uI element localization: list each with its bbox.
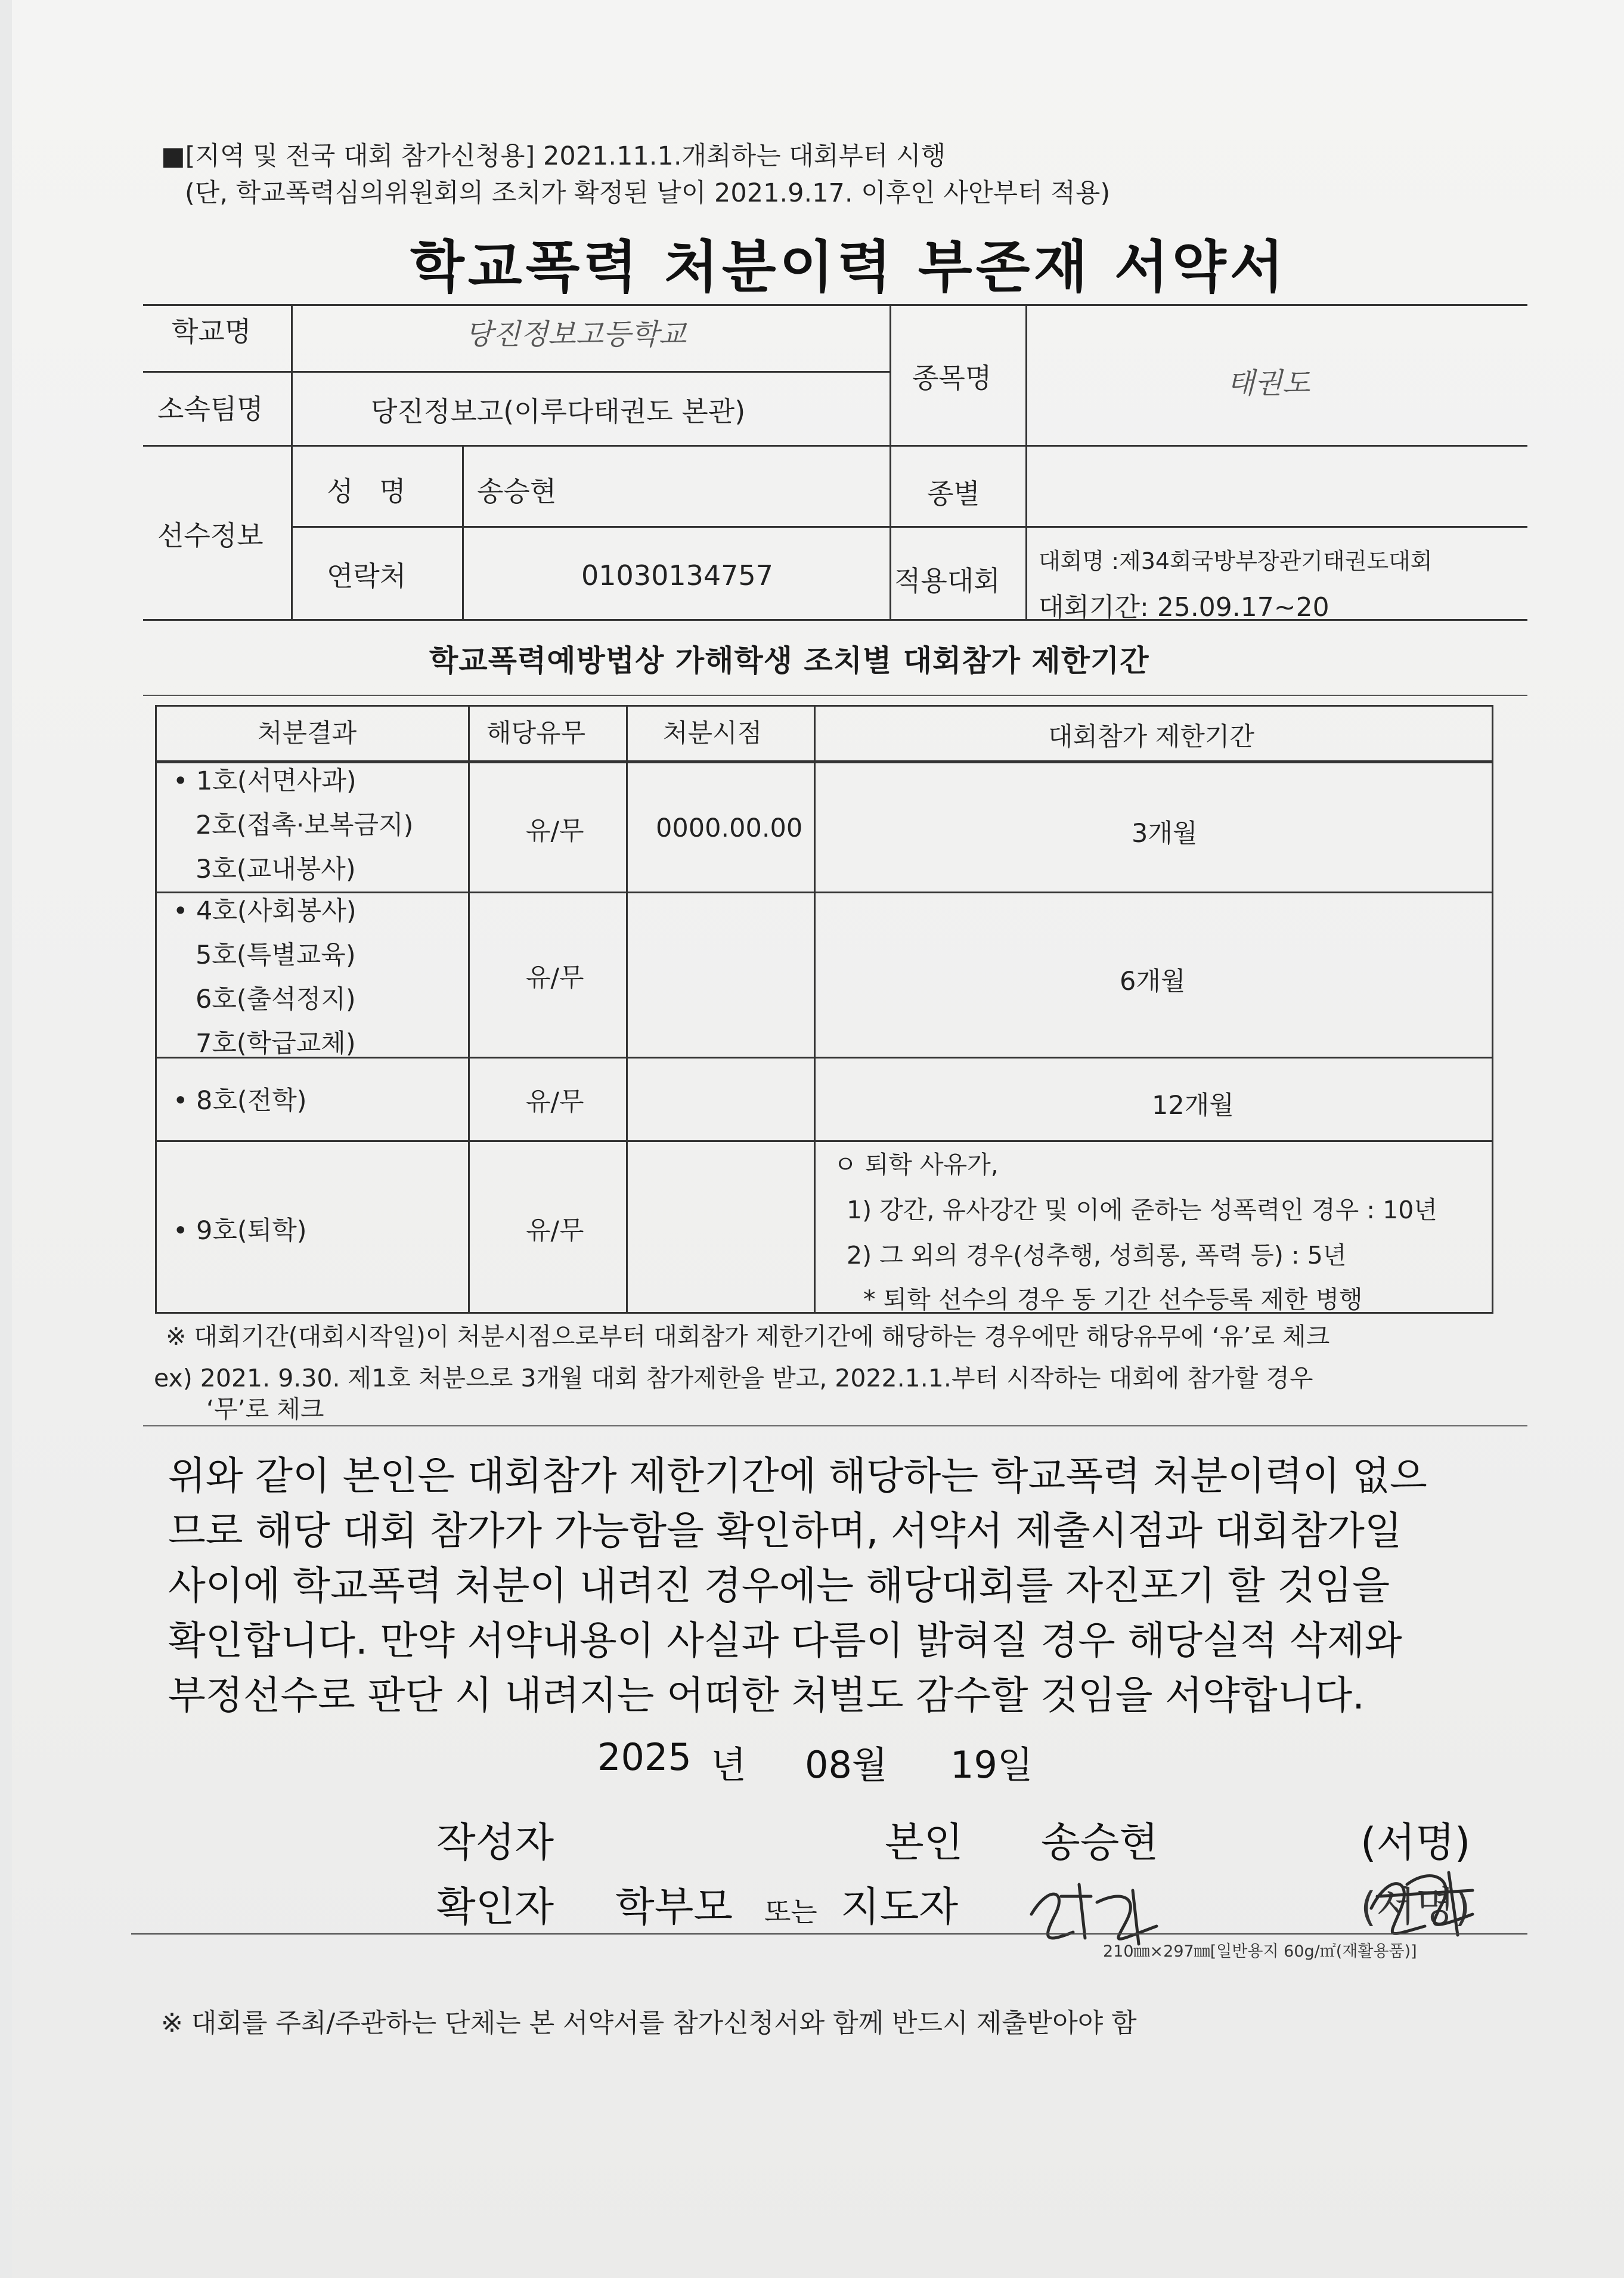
self-name: 송승현 [1041,1819,1159,1867]
name-label: 성 명 [327,475,406,507]
pledge-document [12,0,1624,2278]
date-day: 19일 [950,1743,1033,1787]
row3-measure-1: • 8호(전학) [173,1086,307,1116]
info-col3-border [890,304,891,619]
signature-rule [131,1933,1527,1935]
row4-period-line-3: 2) 그 외의 경우(성추행, 성희롱, 폭력 등) : 5년 [847,1241,1347,1270]
school-value: 당진정보고등학교 [465,318,686,351]
header-date: 처분시점 [663,719,763,748]
section-title: 학교폭력예방법상 가해학생 조치별 대회참가 제한기간 [429,643,1149,678]
pledge-line-5: 부정선수로 판단 시 내려지는 어떠한 처벌도 감수할 것임을 서약합니다. [168,1673,1365,1718]
footer-note: ※ 대회를 주최/주관하는 단체는 본 서약서를 참가신청서와 함께 반드시 제출받아야 함 [161,2008,1137,2038]
author-label: 작성자 [436,1819,554,1867]
row3-period: 12개월 [1152,1091,1234,1121]
contact-value: 01030134757 [581,559,773,592]
coach-label: 지도자 [841,1884,959,1931]
row2-measure-3: 6호(출석정지) [196,985,356,1014]
info-top-border [143,304,1527,306]
table-col2-border [626,705,628,1314]
row2-measure-2: 5호(특별교육) [196,940,356,970]
row4-period-line-4: * 퇴학 선수의 경우 동 기간 선수등록 제한 병행 [863,1285,1363,1314]
header-applicable: 해당유무 [486,719,586,748]
event-label: 종목명 [912,362,992,394]
header-measure: 처분결과 [258,719,357,748]
row3-applicable: 유/무 [526,1087,584,1117]
competition-name: 대회명 :제34회국방부장관기태권도대회 [1039,548,1433,574]
row4-measure-1: • 9호(퇴학) [173,1216,307,1246]
parent-label: 학부모 [615,1884,733,1931]
player-info-label: 선수정보 [157,519,264,552]
team-label: 소속팀명 [157,393,264,425]
row4-period-line-2: 1) 강간, 유사강간 및 이에 준하는 성폭력인 경우 : 10년 [847,1196,1437,1224]
pledge-line-4: 확인합니다. 만약 서약내용이 사실과 다름이 밝혀질 경우 해당실적 삭제와 [168,1618,1402,1663]
note-3: ‘무’로 체크 [206,1395,324,1423]
name-value: 송승현 [477,475,557,507]
table-col1-border [468,705,470,1314]
competition-period: 대회기간: 25.09.17~20 [1039,592,1329,623]
table-left-border [155,705,157,1314]
date-year: 2025 [597,1735,692,1779]
date-month: 08월 [805,1743,888,1787]
paper-spec: 210㎜×297㎜[일반용지 60g/㎡(재활용품)] [1103,1942,1417,1961]
confirmer-label: 확인자 [436,1884,554,1931]
row4-applicable: 유/무 [526,1216,584,1246]
info-row3-border [292,526,1527,528]
notice-line-1: ■[지역 및 전국 대회 참가신청용] 2021.11.1.개최하는 대회부터 시행 [161,141,946,171]
info-col4-border [1025,304,1027,619]
sign-mark-1: (서명) [1360,1819,1471,1867]
row2-period: 6개월 [1120,967,1186,996]
note-2: ex) 2021. 9.30. 제1호 처분으로 3개월 대회 참가제한을 받고, 2022.1.1.부터 시작하는 대회에 참가할 경우 [154,1364,1313,1392]
sign-mark-2: (서명) [1360,1884,1471,1931]
pledge-line-3: 사이에 학교폭력 처분이 내려진 경우에는 해당대회를 자진포기 할 것임을 [168,1564,1390,1608]
row1-period: 3개월 [1132,819,1198,849]
pledge-line-1: 위와 같이 본인은 대회참가 제한기간에 해당하는 학교폭력 처분이력이 없으 [168,1454,1427,1499]
handwritten-signature-2 [1353,1861,1490,1944]
row1-measure-3: 3호(교내봉사) [196,855,356,884]
row2-measure-4: 7호(학급교체) [196,1029,356,1058]
row1-measure-1: • 1호(서면사과) [173,766,357,796]
pledge-line-2: 므로 해당 대회 참가가 가능함을 확인하며, 서약서 제출시점과 대회참가일 [168,1509,1402,1553]
event-value: 태권도 [1227,367,1310,400]
row1-applicable: 유/무 [526,816,584,846]
row1-measure-2: 2호(접촉·보복금지) [196,810,414,840]
notes-rule [143,1425,1527,1426]
document-title: 학교폭력 처분이력 부존재 서약서 [410,235,1288,300]
table-col3-border [814,705,816,1314]
row2-applicable: 유/무 [526,963,584,993]
table-right-border [1492,705,1493,1314]
info-row2-border [143,445,1527,447]
header-period: 대회참가 제한기간 [1048,722,1254,752]
date-year-unit: 년 [711,1743,746,1787]
table-top-border [155,705,1493,707]
table-row3-border [155,1140,1493,1142]
info-row1-border [143,371,891,373]
row2-measure-1: • 4호(사회봉사) [173,896,357,926]
info-col2-border [462,445,464,619]
team-value: 당진정보고(이루다태권도 본관) [371,395,746,428]
or-label: 또는 [764,1896,817,1928]
note-1: ※ 대회기간(대회시작일)이 처분시점으로부터 대회참가 제한기간에 해당하는 경우에만 해당유무에 ‘유’로 체크 [166,1322,1330,1351]
contact-label: 연락처 [327,560,407,592]
category-label: 종별 [927,478,980,510]
competition-label: 적용대회 [894,565,1000,597]
notice-line-2: (단, 학교폭력심의위원회의 조치가 확정된 날이 2021.9.17. 이후인 사안부터 적용) [185,178,1111,208]
self-label: 본인 [885,1819,963,1867]
section-rule [143,695,1527,696]
row4-period-line-1: ㅇ 퇴학 사유가, [833,1150,999,1179]
row1-date: 0000.00.00 [656,813,803,843]
info-col1-border [291,304,293,619]
school-label: 학교명 [172,315,252,348]
